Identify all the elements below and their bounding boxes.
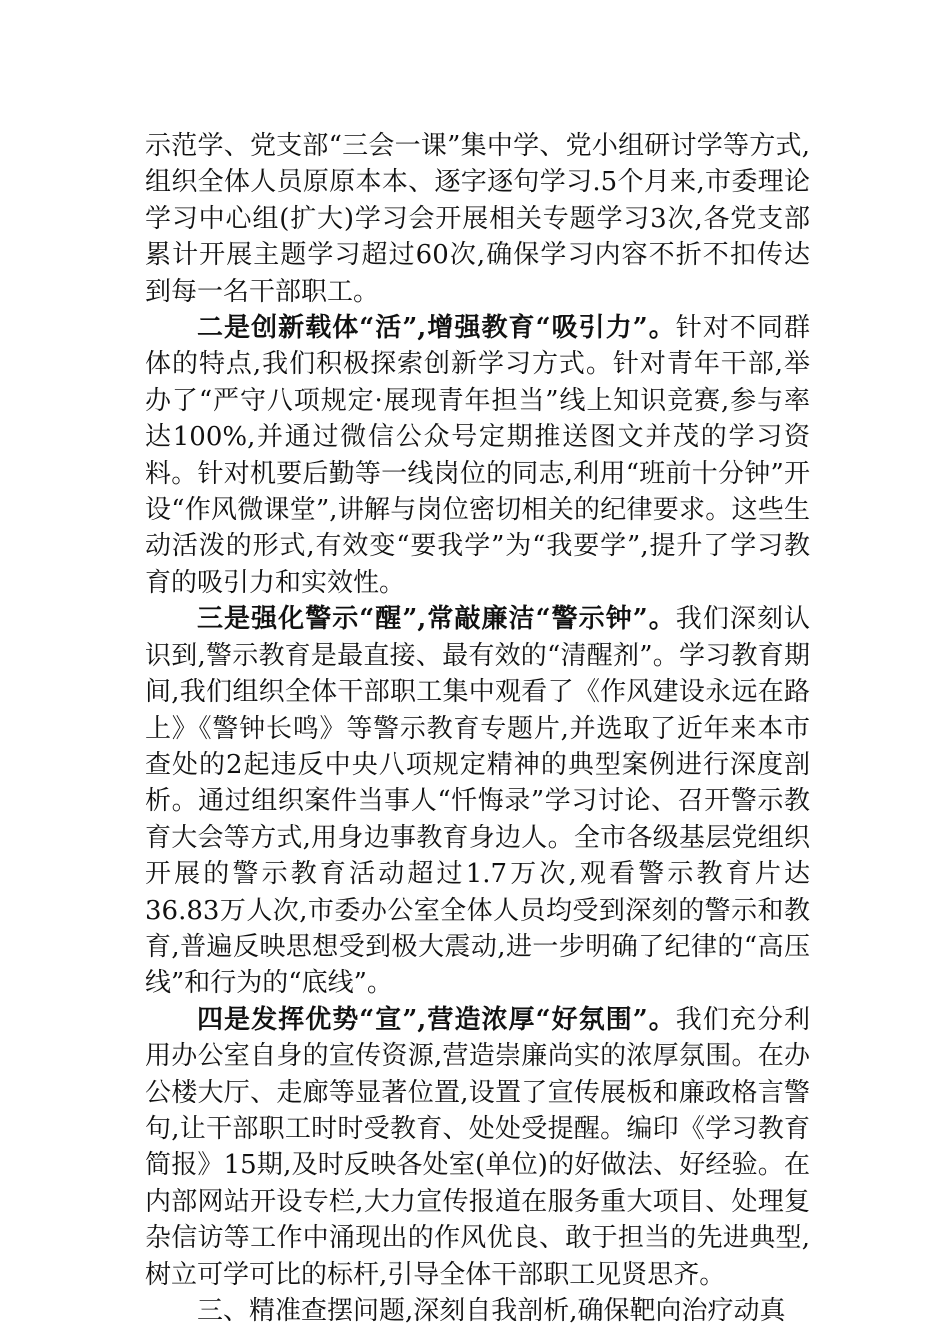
paragraph-body: 我们充分利用办公室自身的宣传资源,营造崇廉尚实的浓厚氛围。在办公楼大厅、走廊等显著位置,设置了宣传展板和廉政格言警句,让干部职工时时受教育、处处受提醒。编印《学习教育简报》15期,及时反映各处室(单位)的好做法、好经验。在内部网站开设专栏,大力宣传报道在服务重大项目、处理复杂信访等工作中涌现出的作风优良、敢于担当的先进典型,树立可学可比的标杆,引导全体干部职工见贤思齐。: [145, 1004, 810, 1290]
paragraph-heading: 四是发挥优势“宣”,营造浓厚“好氛围”。: [197, 1004, 676, 1035]
paragraph-body: 示范学、党支部“三会一课”集中学、党小组研讨学等方式,组织全体人员原原本本、逐字逐句学习.5个月来,市委理论学习中心组(扩大)学习会开展相关专题学习3次,各党支部累计开展主题学习超过60次,确保学习内容不折不扣传达到每一名干部职工。: [145, 131, 810, 307]
paragraph-continuation: [145, 128, 810, 310]
section-heading-text: 三、精准查摆问题,深刻自我剖析,确保靶向治疗动真: [197, 1296, 786, 1326]
paragraph-heading: 二是创新载体“活”,增强教育“吸引力”。: [197, 313, 676, 344]
document-page: [145, 128, 810, 1329]
section-heading-three: [145, 1293, 810, 1329]
paragraph-publicity: [145, 1002, 810, 1293]
paragraph-warning-education: [145, 601, 810, 1001]
paragraph-innovate-carrier: [145, 310, 810, 601]
paragraph-body: 我们深刻认识到,警示教育是最直接、最有效的“清醒剂”。学习教育期间,我们组织全体干部职工集中观看了《作风建设永远在路上》《警钟长鸣》等警示教育专题片,并选取了近年来本市查处的2起违反中央八项规定精神的典型案例进行深度剖析。通过组织案件当事人“忏悔录”学习讨论、召开警示教育大会等方式,用身边事教育身边人。全市各级基层党组织开展的警示教育活动超过1.7万次,观看警示教育片达36.83万人次,市委办公室全体人员均受到深刻的警示和教育,普遍反映思想受到极大震动,进一步明确了纪律的“高压线”和行为的“底线”。: [145, 604, 810, 999]
paragraph-heading: 三是强化警示“醒”,常敲廉洁“警示钟”。: [197, 604, 676, 635]
paragraph-body: 针对不同群体的特点,我们积极探索创新学习方式。针对青年干部,举办了“严守八项规定·展现青年担当”线上知识竞赛,参与率达100%,并通过微信公众号定期推送图文并茂的学习资料。针对机要后勤等一线岗位的同志,利用“班前十分钟”开设“作风微课堂”,讲解与岗位密切相关的纪律要求。这些生动活泼的形式,有效变“要我学”为“我要学”,提升了学习教育的吸引力和实效性。: [145, 313, 810, 598]
